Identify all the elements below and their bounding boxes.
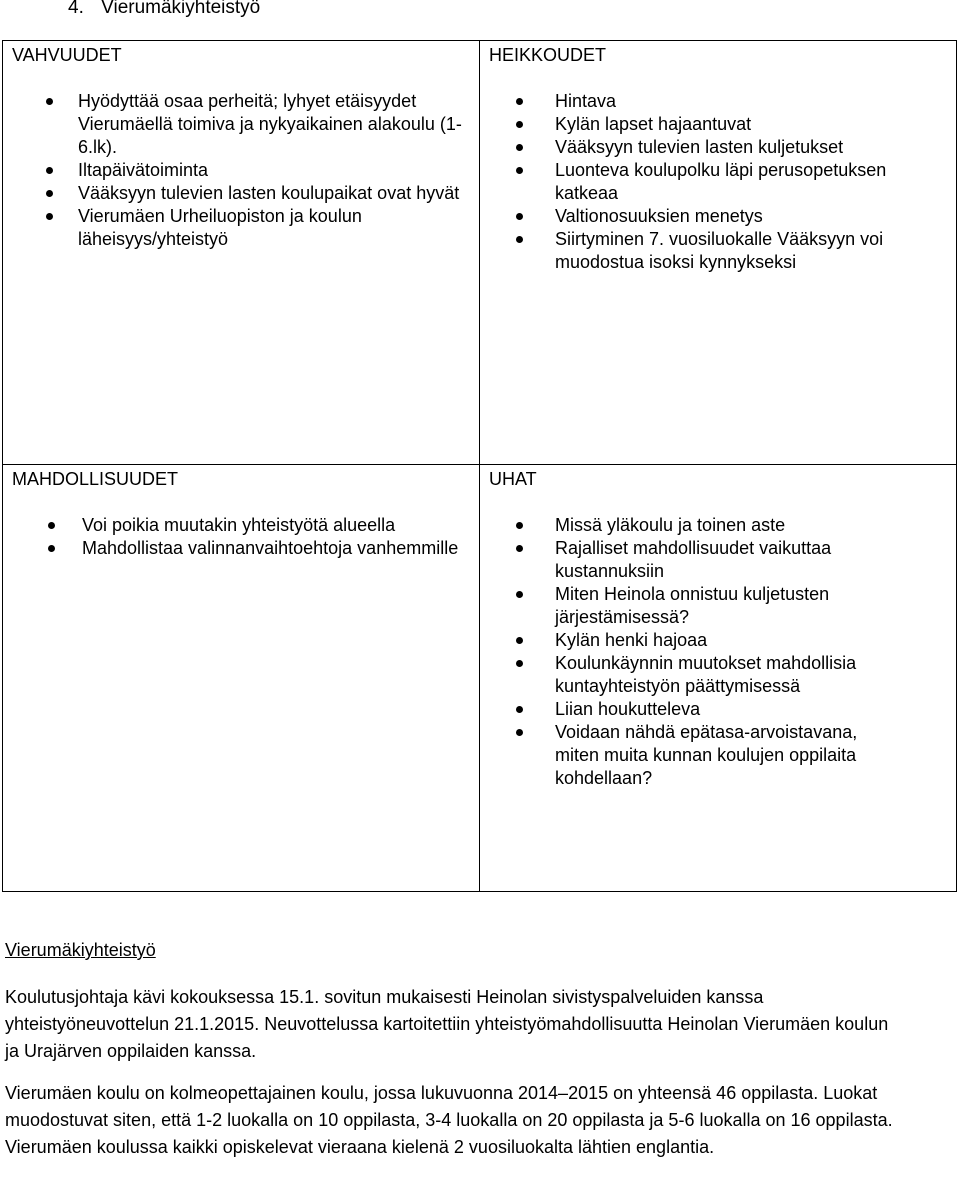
list-item: Vääksyyn tulevien lasten koulupaikat ovat hyvät	[10, 182, 470, 205]
list-item: Hintava	[482, 90, 902, 113]
list-item: Miten Heinola onnistuu kuljetusten järjestämisessä?	[482, 583, 902, 629]
paragraph: Koulutusjohtaja kävi kokouksessa 15.1. sovitun mukaisesti Heinolan sivistyspalveluiden kanssa yhteistyöneuvottelun 21.1.2015. Neuvottelussa kartoitettiin yhteistyömahdollisuutta Heinolan Vierumäen koulun ja Urajärven oppilaiden kanssa.	[5, 987, 889, 1061]
list-item: Vierumäen Urheiluopiston ja koulun läheisyys/yhteistyö	[10, 205, 470, 251]
list-item: Siirtyminen 7. vuosiluokalle Vääksyyn voi muodostua isoksi kynnykseksi	[482, 228, 902, 274]
list-item: Iltapäivätoiminta	[10, 159, 470, 182]
opportunities-title: MAHDOLLISUUDET	[12, 469, 179, 489]
weaknesses-title: HEIKKOUDET	[489, 45, 607, 65]
strengths-list	[10, 90, 470, 251]
section-heading	[68, 0, 260, 19]
list-item: Kylän lapset hajaantuvat	[482, 113, 902, 136]
list-item: Mahdollistaa valinnanvaihtoehtoja vanhemmille	[10, 537, 470, 560]
list-item: Valtionosuuksien menetys	[482, 205, 902, 228]
list-item: Luonteva koulupolku läpi perusopetuksen katkeaa	[482, 159, 902, 205]
swot-vertical-divider	[479, 41, 480, 891]
threats-title: UHAT	[489, 469, 537, 489]
paragraph: Vierumäen koulu on kolmeopettajainen koulu, jossa lukuvuonna 2014–2015 on yhteensä 46 oppilasta. Luokat muodostuvat siten, että 1-2 luokalla on 10 oppilasta, 3-4 luokalla on 20 oppilasta ja 5-6 luokalla on 16 oppilasta. Vierumäen koulussa kaikki opiskelevat vieraana kielenä 2 vuosiluokalta lähtien englantia.	[5, 1083, 893, 1157]
heading-title: Vierumäkiyhteistyö	[101, 0, 261, 18]
list-item: Missä yläkoulu ja toinen aste	[482, 514, 902, 537]
opportunities-list	[10, 514, 470, 560]
list-item: Kylän henki hajoaa	[482, 629, 902, 652]
strengths-title: VAHVUUDET	[12, 45, 122, 65]
section-subtitle: Vierumäkiyhteistyö	[5, 940, 156, 960]
list-item: Liian houkutteleva	[482, 698, 902, 721]
list-item: Koulunkäynnin muutokset mahdollisia kuntayhteistyön päättymisessä	[482, 652, 902, 698]
threats-list	[482, 514, 902, 790]
list-item: Vääksyyn tulevien lasten kuljetukset	[482, 136, 902, 159]
list-item: Hyödyttää osaa perheitä; lyhyet etäisyydet Vierumäellä toimiva ja nykyaikainen alakoulu (1-6.lk).	[10, 90, 470, 159]
list-item: Voidaan nähdä epätasa-arvoistavana, miten muita kunnan koulujen oppilaita kohdellaan?	[482, 721, 902, 790]
heading-number: 4.	[68, 0, 84, 18]
list-item: Rajalliset mahdollisuudet vaikuttaa kustannuksiin	[482, 537, 902, 583]
list-item: Voi poikia muutakin yhteistyötä alueella	[10, 514, 470, 537]
weaknesses-list	[482, 90, 902, 274]
